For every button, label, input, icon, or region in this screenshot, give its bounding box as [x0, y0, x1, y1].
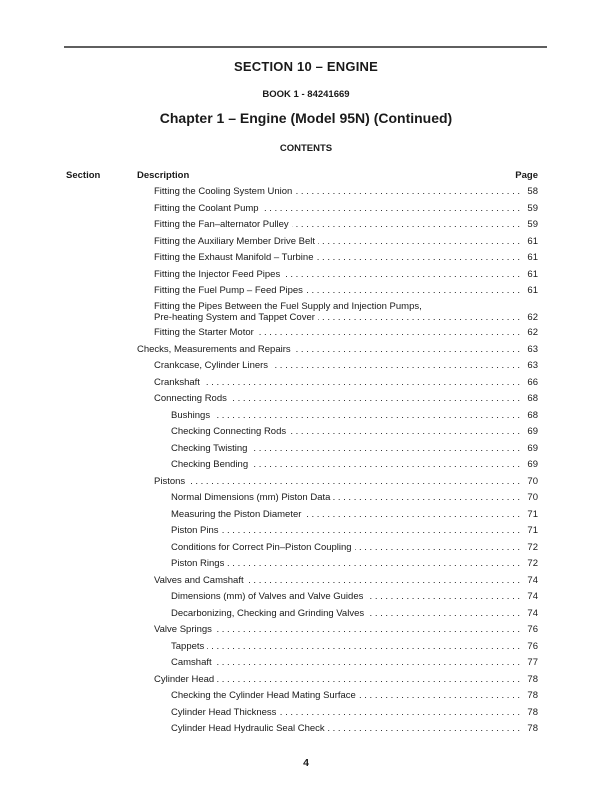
toc-entry-line	[171, 556, 538, 573]
toc-leader-dots	[188, 474, 520, 491]
column-header-section: Section	[66, 170, 101, 181]
column-header-description: Description	[137, 170, 190, 181]
toc-entry-line	[154, 201, 538, 218]
toc-entry-text: Fitting the Fan–alternator Pulley	[154, 219, 289, 230]
toc-entry	[137, 234, 538, 251]
toc-entry-text: Tappets	[171, 640, 205, 652]
toc-leader-dots	[279, 705, 520, 722]
toc-leader-dots	[257, 325, 520, 342]
toc-entry	[137, 408, 538, 425]
column-header-page: Page	[515, 170, 538, 181]
toc-leader-dots	[318, 312, 520, 324]
toc-entry-page: 74	[527, 591, 538, 603]
toc-leader-dots	[217, 672, 520, 689]
toc-entry-line	[137, 342, 538, 359]
toc-leader-dots	[306, 283, 520, 300]
toc-leader-dots	[366, 589, 520, 606]
toc-entry-page: 72	[527, 541, 538, 553]
toc-entry-line	[154, 250, 538, 267]
toc-entry-text: Valve Springs	[154, 624, 212, 636]
toc-entry-line	[154, 474, 538, 491]
toc-leader-dots	[294, 342, 520, 359]
toc-entry	[137, 655, 538, 672]
toc-entry-line	[171, 441, 538, 458]
toc-entry	[137, 705, 538, 722]
toc-entry-page: 71	[527, 525, 538, 537]
toc-entry-line	[154, 573, 538, 590]
toc-entry	[137, 672, 538, 689]
toc-entry-text: Fitting the Exhaust Manifold – Turbine	[154, 252, 314, 263]
toc-entry-text: Fitting the Fuel Pump – Feed Pipes	[154, 285, 303, 296]
toc-entry-line	[171, 457, 538, 474]
toc-entry-text: Checking Connecting Rods	[171, 426, 287, 438]
toc-entry	[137, 358, 538, 375]
toc-entry-line	[154, 375, 538, 392]
toc-leader-dots	[318, 234, 520, 251]
toc-leader-dots	[247, 573, 520, 590]
toc-leader-dots	[304, 507, 520, 524]
toc-entry-line	[171, 655, 538, 672]
toc-leader-dots	[271, 358, 520, 375]
toc-entry-line	[154, 325, 538, 342]
section-title: SECTION 10 – ENGINE	[234, 59, 378, 74]
toc-entry-text: Fitting the Injector Feed Pipes	[154, 268, 281, 280]
toc-entry-line	[171, 490, 538, 507]
toc-entry-text: Valves and Camshaft	[154, 574, 244, 586]
toc-leader-dots	[292, 217, 520, 234]
toc-entry-line	[171, 424, 538, 441]
toc-entry-page: 63	[527, 360, 538, 372]
toc-entry-text: Normal Dimensions (mm) Piston Data	[171, 492, 331, 504]
toc-entry-page: 78	[527, 673, 538, 685]
toc-entry-text: Pre-heating System and Tappet Cover	[154, 312, 315, 324]
toc-entry	[137, 300, 538, 326]
toc-entry-page: 59	[527, 219, 538, 230]
toc-entry-line	[154, 391, 538, 408]
toc-entry	[137, 391, 538, 408]
toc-entry	[137, 457, 538, 474]
toc-entry-text: Piston Rings	[171, 558, 225, 570]
table-of-contents	[137, 184, 538, 738]
toc-entry	[137, 424, 538, 441]
toc-entry-page: 68	[527, 409, 538, 421]
toc-leader-dots	[227, 556, 520, 573]
toc-entry-text: Connecting Rods	[154, 393, 227, 405]
toc-entry-line	[154, 312, 538, 324]
toc-entry-text: Piston Pins	[171, 525, 219, 537]
toc-entry-page: 78	[527, 706, 538, 718]
toc-leader-dots	[207, 639, 520, 656]
toc-leader-dots	[283, 267, 520, 284]
toc-entry-text: Crankcase, Cylinder Liners	[154, 360, 269, 372]
toc-entry-text: Crankshaft	[154, 376, 200, 388]
toc-entry-text: Checking Twisting	[171, 442, 248, 454]
book-number: BOOK 1 - 84241669	[262, 89, 350, 100]
toc-leader-dots	[328, 721, 520, 738]
toc-entry-page: 66	[527, 376, 538, 388]
toc-leader-dots	[295, 184, 520, 201]
toc-entry-text: Cylinder Head Thickness	[171, 706, 277, 718]
toc-entry-page: 68	[527, 393, 538, 405]
toc-entry-text: Cylinder Head	[154, 673, 215, 685]
toc-leader-dots	[367, 606, 520, 623]
toc-entry	[137, 267, 538, 284]
toc-entry-text: Checking Bending	[171, 459, 249, 471]
toc-entry-text: Decarbonizing, Checking and Grinding Valves	[171, 607, 365, 619]
toc-entry-line	[171, 507, 538, 524]
toc-entry-page: 58	[527, 186, 538, 197]
toc-leader-dots	[213, 408, 520, 425]
toc-entry	[137, 441, 538, 458]
toc-entry-text: Fitting the Coolant Pump	[154, 202, 259, 214]
toc-entry-line	[171, 540, 538, 557]
toc-entry-line	[171, 523, 538, 540]
toc-entry-page: 69	[527, 442, 538, 454]
toc-entry-line	[154, 622, 538, 639]
toc-entry	[137, 184, 538, 201]
toc-entry	[137, 573, 538, 590]
toc-entry	[137, 606, 538, 623]
toc-entry-line	[171, 408, 538, 425]
toc-entry-page: 70	[527, 492, 538, 504]
toc-entry-text: Fitting the Auxiliary Member Drive Belt	[154, 235, 316, 247]
toc-entry-text: Dimensions (mm) of Valves and Valve Guides	[171, 591, 364, 603]
toc-entry-page: 61	[527, 235, 538, 247]
toc-entry-text: Checks, Measurements and Repairs	[137, 343, 291, 355]
chapter-title: Chapter 1 – Engine (Model 95N) (Continued)	[159, 110, 453, 126]
toc-entry	[137, 589, 538, 606]
toc-entry-text: Camshaft	[171, 657, 212, 669]
toc-entry-page: 74	[527, 607, 538, 619]
toc-leader-dots	[262, 201, 520, 218]
toc-entry-page: 76	[527, 640, 538, 652]
toc-entry	[137, 201, 538, 218]
toc-entry-line	[171, 721, 538, 738]
toc-leader-dots	[230, 391, 520, 408]
toc-entry-line	[154, 267, 538, 284]
toc-entry-line	[171, 639, 538, 656]
toc-entry-line	[171, 688, 538, 705]
toc-entry	[137, 325, 538, 342]
toc-entry-page: 61	[527, 268, 538, 280]
toc-entry-page: 59	[527, 202, 538, 214]
contents-heading: CONTENTS	[279, 143, 333, 154]
toc-entry-page: 70	[527, 475, 538, 487]
header-rule	[64, 46, 547, 48]
toc-leader-dots	[355, 540, 520, 557]
toc-entry-page: 62	[527, 327, 538, 339]
toc-entry-line	[154, 217, 538, 234]
toc-entry-page: 76	[527, 624, 538, 636]
column-headers	[0, 170, 612, 183]
toc-entry	[137, 217, 538, 234]
toc-entry	[137, 283, 538, 300]
toc-entry-text: Fitting the Pipes Between the Fuel Supply and Injection Pumps,	[154, 300, 422, 312]
toc-entry-text: Checking the Cylinder Head Mating Surface	[171, 690, 356, 702]
toc-leader-dots	[203, 375, 520, 392]
toc-entry-page: 69	[527, 459, 538, 471]
toc-entry-text: Cylinder Head Hydraulic Seal Check	[171, 723, 325, 735]
toc-entry	[137, 540, 538, 557]
toc-leader-dots	[215, 622, 520, 639]
toc-entry-text: Bushings	[171, 409, 211, 421]
toc-entry	[137, 507, 538, 524]
toc-entry	[137, 342, 538, 359]
page-number: 4	[303, 757, 309, 769]
toc-entry	[137, 556, 538, 573]
toc-entry-text: Fitting the Cooling System Union	[154, 186, 293, 197]
toc-entry-line	[171, 606, 538, 623]
toc-entry-text: Measuring the Piston Diameter	[171, 508, 302, 520]
toc-entry	[137, 622, 538, 639]
toc-entry-page: 61	[527, 285, 538, 296]
toc-entry-line	[154, 184, 538, 201]
toc-entry-page: 71	[527, 508, 538, 520]
toc-leader-dots	[316, 250, 520, 267]
toc-entry-page: 69	[527, 426, 538, 438]
toc-entry	[137, 688, 538, 705]
toc-leader-dots	[251, 457, 520, 474]
toc-entry-line	[171, 589, 538, 606]
toc-entry	[137, 474, 538, 491]
toc-entry-page: 74	[527, 574, 538, 586]
toc-leader-dots	[250, 441, 520, 458]
toc-entry-page: 77	[527, 657, 538, 669]
toc-entry-page: 63	[527, 343, 538, 355]
toc-entry	[137, 639, 538, 656]
toc-entry-page: 72	[527, 558, 538, 570]
toc-leader-dots	[289, 424, 520, 441]
toc-entry-text: Fitting the Starter Motor	[154, 327, 254, 339]
toc-entry-page: 61	[527, 252, 538, 263]
toc-leader-dots	[215, 655, 520, 672]
toc-entry	[137, 523, 538, 540]
toc-entry-line	[154, 234, 538, 251]
toc-leader-dots	[222, 523, 520, 540]
toc-entry-text: Pistons	[154, 475, 186, 487]
toc-entry-line	[154, 672, 538, 689]
toc-entry	[137, 490, 538, 507]
toc-entry-page: 62	[527, 312, 538, 324]
toc-entry-line	[154, 358, 538, 375]
toc-entry-page: 78	[527, 690, 538, 702]
toc-leader-dots	[359, 688, 520, 705]
toc-leader-dots	[333, 490, 520, 507]
toc-entry-line	[171, 705, 538, 722]
toc-entry-text: Conditions for Correct Pin–Piston Coupling	[171, 541, 352, 553]
toc-entry	[137, 375, 538, 392]
toc-entry	[137, 721, 538, 738]
toc-entry	[137, 250, 538, 267]
toc-entry-page: 78	[527, 723, 538, 735]
toc-entry-line	[154, 283, 538, 300]
